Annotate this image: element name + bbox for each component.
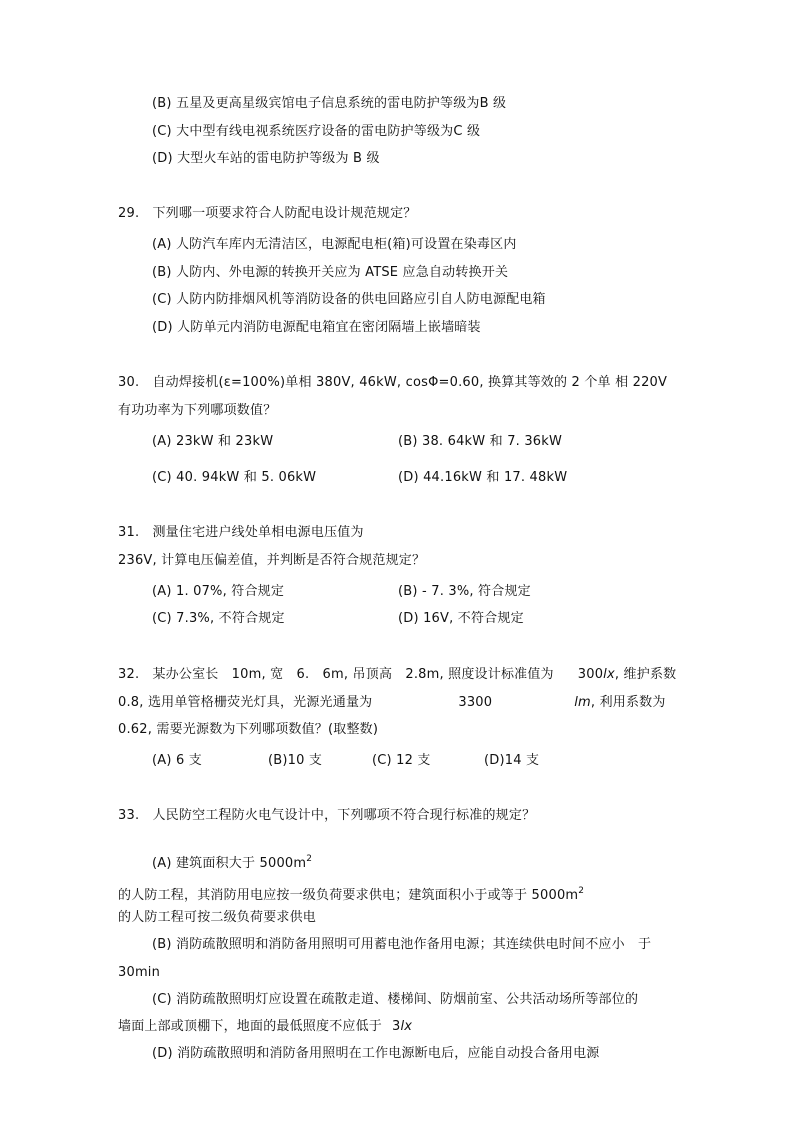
q30-stem-line1: 30. 自动焊接机(ε=100%)单相 380V, 46kW, cosΦ=0.60, 换算其等效的 2 个单 相 220V	[118, 375, 668, 390]
q31-stem-line1: 31. 测量住宅进户线处单相电源电压值为	[118, 525, 364, 540]
q33-option-c-line2	[118, 1018, 412, 1036]
q32-line1-text: 32. 某办公室长 10m, 宽 6. 6m, 吊顶高 2.8m, 照度设计标准值为	[118, 667, 554, 682]
q33-a-text: (A) 建筑面积大于 5000m	[152, 856, 307, 871]
q32-flux-unit: lm	[574, 695, 591, 710]
q29-option-b: (B) 人防内、外电源的转换开关应为 ATSE 应急自动转换开关	[152, 265, 509, 280]
q33-c-unit: lx	[400, 1019, 413, 1034]
q30-stem-line2: 有功功率为下列哪项数值？	[118, 403, 277, 418]
q33-option-a-line3: 的人防工程可按二级负荷要求供电	[118, 910, 317, 925]
q30-option-c: (C) 40. 94kW 和 5. 06kW	[152, 470, 317, 485]
q32-option-d: (D)14 支	[484, 753, 540, 768]
q33-option-a-line2	[118, 882, 584, 905]
q32-illuminance-unit: lx	[603, 667, 615, 682]
q32-line2-tail: , 利用系数为	[590, 695, 666, 710]
q29-stem: 29. 下列哪一项要求符合人防配电设计规范规定？	[118, 206, 417, 221]
q29-option-c: (C) 人防内防排烟风机等消防设备的供电回路应引自人防电源配电箱	[152, 292, 546, 307]
q33-c-value: 3	[392, 1019, 401, 1034]
q33-option-c-line1: (C) 消防疏散照明灯应设置在疏散走道、楼梯间、防烟前室、公共活动场所等部位的	[152, 992, 639, 1007]
q32-illuminance-value: 300	[577, 667, 604, 682]
q32-stem-line2	[118, 694, 666, 712]
q32-flux-value: 3300	[458, 695, 493, 710]
q31-option-d: (D) 16V, 不符合规定	[398, 611, 524, 626]
q31-option-b: (B) - 7. 3%, 符合规定	[398, 584, 531, 599]
q32-stem-line1	[118, 666, 676, 684]
q30-option-a: (A) 23kW 和 23kW	[152, 434, 274, 449]
q31-stem-line2: 236V, 计算电压偏差值，并判断是否符合规范规定？	[118, 553, 426, 568]
q29-option-d: (D) 人防单元内消防电源配电箱宜在密闭隔墙上嵌墙暗装	[152, 320, 481, 335]
q32-stem-line3: 0.62, 需要光源数为下列哪项数值？(取整数)	[118, 722, 379, 737]
q32-option-a: (A) 6 支	[152, 753, 202, 768]
q32-option-b: (B)10 支	[268, 753, 323, 768]
q30-option-b: (B) 38. 64kW 和 7. 36kW	[398, 434, 563, 449]
q33-a-superscript2: 2	[578, 886, 585, 896]
q28-option-d: (D) 大型火车站的雷电防护等级为 B 级	[152, 151, 380, 166]
q33-a-text2: 的人防工程，其消防用电应按一级负荷要求供电；建筑面积小于或等于 5000m	[118, 888, 579, 903]
q33-stem: 33. 人民防空工程防火电气设计中，下列哪项不符合现行标准的规定？	[118, 808, 536, 823]
q33-option-b-line1: (B) 消防疏散照明和消防备用照明可用蓄电池作备用电源；其连续供电时间不应小 于	[152, 937, 652, 952]
q28-option-c: (C) 大中型有线电视系统医疗设备的雷电防护等级为C 级	[152, 124, 481, 139]
q31-option-a: (A) 1. 07%, 符合规定	[152, 584, 285, 599]
q33-a-superscript: 2	[306, 854, 313, 864]
q33-option-a-line1	[152, 850, 312, 873]
q32-line2-text: 0.8, 选用单管格栅荧光灯具，光源光通量为	[118, 695, 373, 710]
q29-option-a: (A) 人防汽车库内无清洁区，电源配电柜(箱)可设置在染毒区内	[152, 237, 517, 252]
q32-line1-tail: , 维护系数	[614, 667, 677, 682]
q33-option-b-line2: 30min	[118, 965, 161, 980]
q31-option-c: (C) 7.3%, 不符合规定	[152, 611, 285, 626]
q30-option-d: (D) 44.16kW 和 17. 48kW	[398, 470, 568, 485]
q33-option-d: (D) 消防疏散照明和消防备用照明在工作电源断电后，应能自动投合备用电源	[152, 1046, 600, 1061]
q28-option-b: (B) 五星及更高星级宾馆电子信息系统的雷电防护等级为B 级	[152, 96, 507, 111]
q32-option-c: (C) 12 支	[372, 753, 431, 768]
q33-c-text: 墙面上部或顶棚下，地面的最低照度不应低于	[118, 1019, 383, 1034]
